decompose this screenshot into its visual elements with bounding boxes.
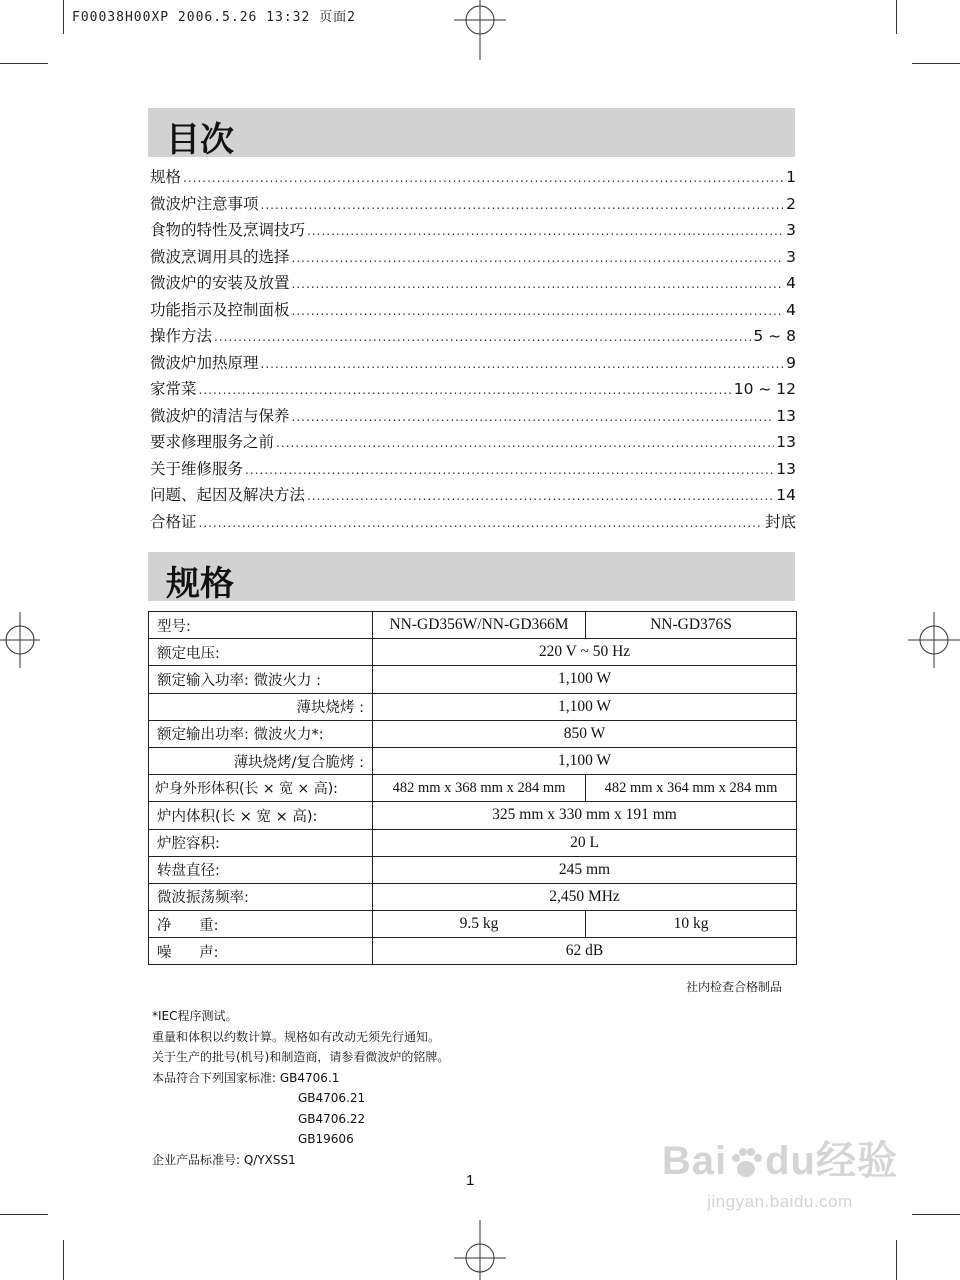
toc-leader-dots <box>307 224 784 238</box>
toc-item-label: 问题、起因及解决方法 <box>150 486 306 504</box>
toc-item[interactable] <box>150 510 796 537</box>
crop-mark <box>912 1214 960 1215</box>
table-row <box>149 693 797 720</box>
note-iec: *IEC程序测试。 <box>152 1009 238 1023</box>
watermark-brand-right: du <box>765 1139 816 1183</box>
spec-value: 2,450 MHz <box>373 883 797 910</box>
baidu-watermark <box>662 1138 898 1212</box>
toc-item-page: 10 ~ 12 <box>733 380 796 398</box>
spec-label: 额定输入功率: 微波火力 : <box>149 666 373 693</box>
toc-item[interactable] <box>150 404 796 431</box>
toc-leader-dots <box>183 171 784 185</box>
spec-label: 噪 声: <box>149 938 373 965</box>
toc-item[interactable] <box>150 298 796 325</box>
standard-item: GB4706.21 <box>298 1091 366 1105</box>
spec-label: 转盘直径: <box>149 856 373 883</box>
spec-label: 薄块烧烤/复合脆烤 : <box>149 747 373 774</box>
spec-label: 炉腔容积: <box>149 829 373 856</box>
toc-item[interactable] <box>150 192 796 219</box>
table-row <box>149 856 797 883</box>
spec-value: 62 dB <box>373 938 797 965</box>
toc-item[interactable] <box>150 165 796 192</box>
toc-item-page: 4 <box>786 274 796 292</box>
spec-label: 额定电压: <box>149 639 373 666</box>
toc-item-page: 13 <box>776 459 796 478</box>
toc-leader-dots <box>199 516 763 530</box>
toc-item-label: 功能指示及控制面板 <box>150 300 290 319</box>
page-number: 1 <box>466 1172 475 1189</box>
toc-item-label: 合格证 <box>150 512 197 531</box>
spec-value: 850 W <box>373 720 797 747</box>
spec-value: 1,100 W <box>373 693 797 720</box>
table-row <box>149 747 797 774</box>
spec-value: 325 mm x 330 mm x 191 mm <box>373 802 797 829</box>
toc-item-page: 13 <box>776 433 796 451</box>
table-of-contents <box>150 165 796 536</box>
specs-title: 规格 <box>166 564 234 604</box>
print-header: F00038H00XP 2006.5.26 13:32 页面2 <box>72 10 356 25</box>
registration-mark-icon <box>440 1220 520 1280</box>
toc-item-label: 家常菜 <box>150 380 197 398</box>
crop-mark <box>63 0 64 34</box>
toc-item-label: 微波炉的安装及放置 <box>150 274 290 292</box>
toc-leader-dots <box>292 410 775 424</box>
inspection-note: 社内检查合格制品 <box>686 980 783 994</box>
standard-item: GB4706.1 <box>279 1070 340 1085</box>
toc-heading-bar <box>148 108 795 160</box>
toc-item-label: 要求修理服务之前 <box>150 433 275 451</box>
table-row <box>149 639 797 666</box>
spec-value: 1,100 W <box>373 747 797 774</box>
toc-item-label: 微波炉加热原理 <box>150 353 259 372</box>
toc-item-page: 9 <box>786 353 796 372</box>
toc-leader-dots <box>261 198 785 212</box>
watermark-brand-left: Bai <box>661 1139 728 1183</box>
standard-item: GB4706.22 <box>298 1111 366 1126</box>
toc-leader-dots <box>261 357 785 371</box>
watermark-url: jingyan.baidu.com <box>707 1192 853 1211</box>
table-row <box>149 720 797 747</box>
spec-value: 20 L <box>373 829 797 856</box>
registration-mark-icon <box>898 600 960 680</box>
spec-value: 220 V ~ 50 Hz <box>373 639 797 666</box>
table-row <box>149 612 797 639</box>
table-row <box>149 829 797 856</box>
toc-item-page: 5 ~ 8 <box>753 327 796 345</box>
table-row <box>149 883 797 910</box>
toc-leader-dots <box>292 304 785 318</box>
toc-item-page: 3 <box>786 247 796 266</box>
note-approx: 重量和体积以约数计算。规格如有改动无须先行通知。 <box>152 1029 441 1044</box>
toc-item[interactable] <box>150 457 796 484</box>
spec-value: 1,100 W <box>373 666 797 693</box>
toc-leader-dots <box>245 463 774 477</box>
toc-item[interactable] <box>150 430 796 457</box>
toc-title: 目次 <box>166 120 234 160</box>
spec-table <box>148 611 797 965</box>
spec-label: 型号: <box>149 612 373 639</box>
toc-item[interactable] <box>150 377 796 404</box>
watermark-brand-cn: 经验 <box>816 1139 898 1183</box>
specs-heading-bar <box>148 552 795 604</box>
toc-item-label: 微波炉注意事项 <box>150 194 259 213</box>
toc-item[interactable] <box>150 271 796 298</box>
crop-mark <box>0 63 48 64</box>
spec-label: 净 重: <box>149 911 373 938</box>
standards-label: 本品符合下列国家标准: <box>152 1070 277 1085</box>
toc-leader-dots <box>292 277 785 291</box>
crop-mark <box>896 0 897 34</box>
toc-leader-dots <box>307 489 774 503</box>
toc-item-label: 微波烹调用具的选择 <box>150 247 290 266</box>
toc-item-label: 关于维修服务 <box>150 459 244 478</box>
table-row <box>149 666 797 693</box>
toc-item-label: 微波炉的清洁与保养 <box>150 406 290 425</box>
toc-leader-dots <box>292 251 785 265</box>
spec-value: NN-GD356W/NN-GD366M <box>373 612 586 639</box>
note-standards <box>152 1068 449 1089</box>
toc-item-page: 4 <box>786 300 796 319</box>
standard-item: GB19606 <box>298 1132 354 1146</box>
spec-label: 微波振荡频率: <box>149 883 373 910</box>
toc-item[interactable] <box>150 351 796 378</box>
spec-value: 482 mm x 368 mm x 284 mm <box>373 775 586 802</box>
toc-item-page: 3 <box>786 221 796 239</box>
toc-item-label: 操作方法 <box>150 327 213 345</box>
spec-value: 9.5 kg <box>373 911 586 938</box>
spec-value: NN-GD376S <box>586 612 797 639</box>
paw-icon <box>727 1144 765 1182</box>
spec-label: 炉身外形体积(长 × 宽 × 高): <box>149 775 373 802</box>
toc-item[interactable] <box>150 245 796 272</box>
spec-value: 10 kg <box>586 911 797 938</box>
crop-mark <box>896 1240 897 1280</box>
crop-mark <box>0 1214 48 1215</box>
toc-item-page: 封底 <box>764 512 796 531</box>
watermark-brand <box>662 1138 898 1184</box>
table-row <box>149 911 797 938</box>
toc-item-page: 14 <box>776 486 796 504</box>
footnotes <box>152 1006 449 1170</box>
table-row <box>149 938 797 965</box>
toc-item-page: 13 <box>776 406 796 425</box>
toc-item-label: 规格 <box>150 168 182 186</box>
crop-mark <box>63 1240 64 1280</box>
toc-item[interactable] <box>150 324 796 351</box>
registration-mark-icon <box>0 600 40 680</box>
spec-value: 245 mm <box>373 856 797 883</box>
spec-value: 482 mm x 364 mm x 284 mm <box>586 775 797 802</box>
toc-item-page: 2 <box>786 194 796 213</box>
spec-label: 额定输出功率: 微波火力*: <box>149 720 373 747</box>
spec-label: 炉内体积(长 × 宽 × 高): <box>149 802 373 829</box>
toc-leader-dots <box>214 330 751 344</box>
spec-label: 薄块烧烤 : <box>149 693 373 720</box>
toc-item-page: 1 <box>786 168 796 186</box>
toc-leader-dots <box>199 383 732 397</box>
toc-item[interactable] <box>150 218 796 245</box>
table-row <box>149 802 797 829</box>
toc-leader-dots <box>276 436 774 450</box>
registration-mark-icon <box>440 0 520 60</box>
table-row <box>149 775 797 802</box>
note-enterprise-standard: 企业产品标准号: Q/YXSS1 <box>152 1152 296 1167</box>
note-batch: 关于生产的批号(机号)和制造商，请参看微波炉的铭牌。 <box>152 1050 450 1064</box>
toc-item-label: 食物的特性及烹调技巧 <box>150 221 306 239</box>
crop-mark <box>912 63 960 64</box>
toc-item[interactable] <box>150 483 796 510</box>
